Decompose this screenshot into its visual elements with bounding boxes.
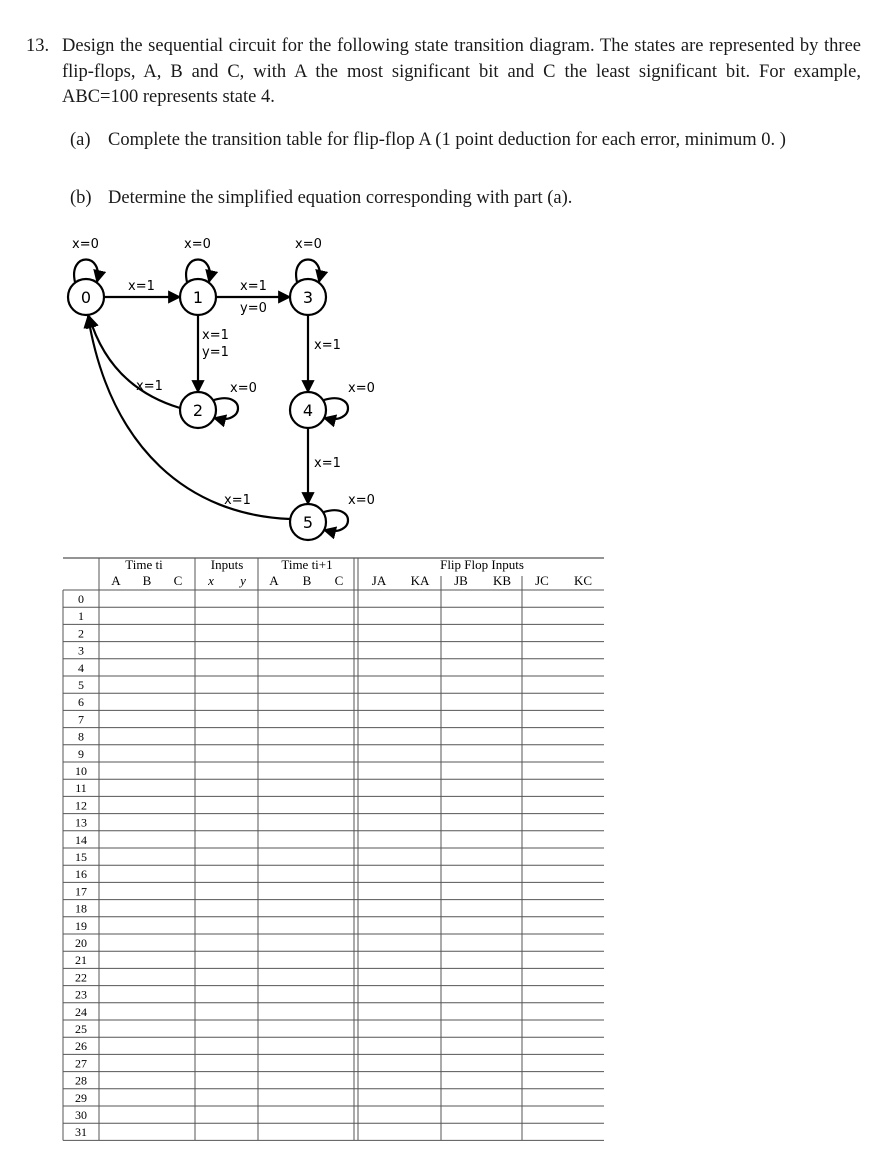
- row-index: 26: [75, 1039, 87, 1054]
- col-JB: JB: [454, 573, 468, 588]
- header-inputs: Inputs: [210, 557, 244, 572]
- col-A: A: [111, 573, 121, 588]
- self-loop-0-label: x=0: [72, 237, 99, 252]
- part-a: [70, 128, 860, 154]
- part-b: [70, 186, 860, 212]
- state-3-label: 3: [302, 288, 314, 307]
- row-index: 13: [75, 815, 87, 830]
- row-index: 30: [75, 1108, 87, 1122]
- row-index: 12: [75, 798, 87, 813]
- row-index: 21: [75, 953, 87, 968]
- row-index: 23: [75, 987, 87, 1002]
- col-A-next: A: [269, 573, 279, 588]
- row-index: 0: [78, 592, 84, 606]
- edge-1-2-label-y: y=1: [202, 345, 229, 360]
- row-index: 27: [75, 1056, 87, 1071]
- row-index: 31: [75, 1125, 87, 1140]
- part-b-label: (b): [70, 188, 92, 208]
- edge-0-1-label: x=1: [128, 279, 155, 294]
- state-1-label: 1: [192, 288, 204, 307]
- edge-4-5-label: x=1: [314, 456, 341, 471]
- col-C-next: C: [334, 573, 344, 588]
- row-index: 22: [75, 970, 87, 985]
- self-loop-4-label: x=0: [348, 381, 375, 396]
- row-index: 5: [78, 678, 84, 692]
- row-index: 18: [75, 901, 87, 916]
- row-index: 24: [75, 1004, 87, 1019]
- state-4-label: 4: [302, 401, 314, 420]
- question-13: [26, 34, 861, 111]
- header-time-ti: Time ti: [125, 557, 163, 572]
- self-loop-5: [324, 510, 348, 531]
- row-index: 15: [75, 850, 87, 864]
- self-loop-2: [214, 398, 238, 419]
- part-b-text: Determine the simplified equation corresponding with part (a).: [108, 188, 573, 208]
- self-loop-1-label: x=0: [184, 237, 211, 252]
- header-time-ti1: Time ti+1: [281, 557, 333, 572]
- row-index: 2: [78, 626, 84, 641]
- self-loop-3-label: x=0: [295, 237, 322, 252]
- transition-table: [62, 552, 608, 1148]
- col-KB: KB: [492, 573, 512, 588]
- edge-1-3-label-y: y=0: [240, 301, 267, 316]
- self-loop-4: [324, 398, 348, 419]
- row-index: 7: [78, 712, 84, 727]
- row-index: 25: [75, 1022, 87, 1036]
- col-JA: JA: [371, 573, 387, 588]
- edge-5-0-label: x=1: [224, 493, 251, 508]
- row-index: 11: [75, 781, 87, 796]
- row-index: 29: [75, 1090, 87, 1105]
- row-index: 20: [75, 936, 87, 950]
- col-C: C: [173, 573, 183, 588]
- row-index: 10: [75, 764, 87, 778]
- row-index: 14: [75, 832, 87, 847]
- row-index: 28: [75, 1073, 87, 1088]
- col-KC: KC: [573, 573, 593, 588]
- edge-1-3-label-x: x=1: [240, 279, 267, 294]
- state-5-label: 5: [302, 513, 314, 532]
- col-B: B: [142, 573, 152, 588]
- row-index: 17: [75, 884, 87, 899]
- col-y: y: [240, 573, 246, 588]
- row-index: 8: [78, 729, 84, 744]
- state-2-label: 2: [192, 401, 204, 420]
- col-x: x: [208, 573, 214, 588]
- self-loop-5-label: x=0: [348, 493, 375, 508]
- row-index: 9: [78, 746, 84, 761]
- edge-2-0: [89, 316, 180, 408]
- col-JC: JC: [535, 573, 549, 588]
- row-index: 4: [78, 660, 84, 675]
- col-KA: KA: [410, 573, 430, 588]
- header-ff-inputs: Flip Flop Inputs: [440, 557, 524, 572]
- row-index: 3: [78, 643, 84, 658]
- edge-1-2-label-x: x=1: [202, 328, 229, 343]
- question-number: 13.: [26, 36, 50, 56]
- edge-3-4-label: x=1: [314, 338, 341, 353]
- self-loop-2-label: x=0: [230, 381, 257, 396]
- edge-2-0-label: x=1: [136, 379, 163, 394]
- row-index: 19: [75, 918, 87, 933]
- row-index: 6: [78, 695, 84, 710]
- state-transition-diagram: [50, 228, 390, 543]
- col-B-next: B: [302, 573, 312, 588]
- row-index: 16: [75, 867, 87, 882]
- part-a-label: (a): [70, 130, 91, 150]
- question-text: Design the sequential circuit for the following state transition diagram. The states are represented by three flip-flops, A, B and C, with A the most significant bit and C the least significant bit. For example, ABC=100 represents state 4.: [62, 36, 861, 107]
- part-a-text: Complete the transition table for flip-flop A (1 point deduction for each error, minimum 0. ): [108, 130, 786, 150]
- state-0-label: 0: [80, 288, 92, 307]
- row-index: 1: [78, 609, 84, 624]
